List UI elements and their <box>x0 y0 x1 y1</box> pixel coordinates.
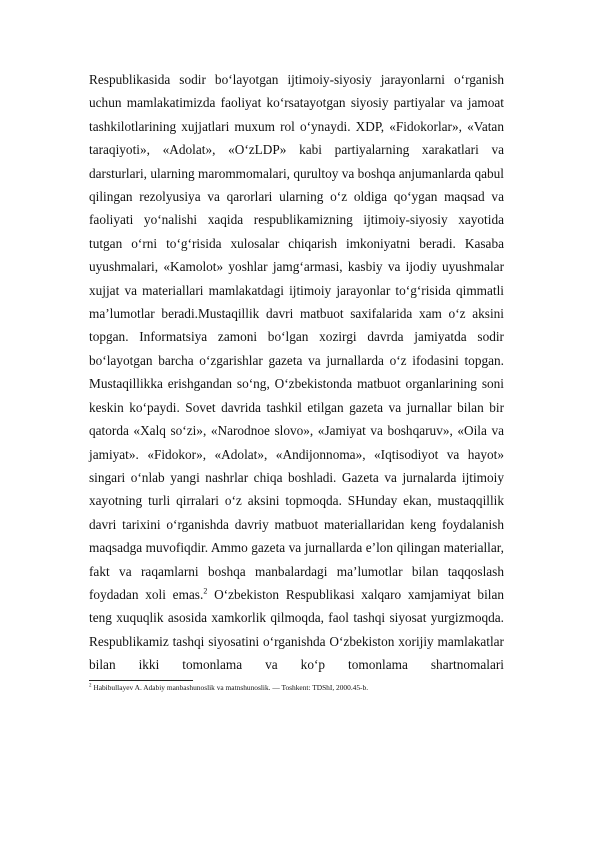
body-text-continued: O‘zbekiston Respublikasi xalqaro xamjamiyat bilan teng xuquqlik asosida xamkorlik qilmoqda, faol tashqi siyosat yurgizmoqda. Respublikamiz tashqi siyosatini o‘rganishda O‘zbekiston xorijiy mamlakatlar bilan ikki tomonlama va ko‘p tomonlama shartnomalari <box>89 586 505 673</box>
footnote <box>89 683 504 693</box>
body-text: Respublikasida sodir bo‘layotgan ijtimoiy-siyosiy jarayonlarni o‘rganish uchun mamlakatimizda faoliyat ko‘rsatayotgan siyosiy partiyalar va jamoat tashkilotlarining xujjatlari muxum rol o‘ynaydi. XDP, «Fidokorlar», «Vatan taraqiyoti», «Adolat», «O‘zLDP» kabi partiyalarning xarakatlari va darsturlari, ularning marommomalari, qurultoy va boshqa anjumanlarda qabul qilingan rezolyusiya va qarorlari ularning o‘z oldiga qo‘ygan maqsad va faoliyati yo‘nalishi xaqida respublikamizning ijtimoiy-siyosiy xayotida tutgan o‘rni to‘g‘risida xulosalar chiqarish imkoniyatni beradi. Kasaba uyushmalari, «Kamolot» yoshlar jamg‘armasi, kasbiy va ijodiy uyushmalar xujjat va materiallari mamlakatdagi ijtimoiy jarayonlar to‘g‘risida qimmatli ma’lumotlar beradi.Mustaqillik davri matbuot saxifalarida xam o‘z aksini topgan. Informatsiya zamoni bo‘lgan xozirgi davrda jamiyatda sodir bo‘layotgan barcha o‘zgarishlar gazeta va jurnallarda o‘z ifodasini topgan. Mustaqillikka erishgandan so‘ng, O‘zbekistonda matbuot organlarining soni keskin ko‘paydi. Sovet davrida tashkil etilgan gazeta va jurnallar bilan bir qatorda «Xalq so‘zi», «Narodnoe slovo», «Jamiyat va boshqaruv», «Oila va jamiyat». «Fidokor», «Adolat», «Andijonnoma», «Iqtisodiyot va hayot» singari o‘nlab yangi nashrlar chiqa boshladi. Gazeta va jurnalarda ijtimoiy xayotning turli qirralari o‘z aksini topmoqda. SHunday ekan, mustaqqillik davri tarixini o‘rganishda davriy matbuot materiallaridan keng foydalanish maqsadga muvofiqdir. Ammo gazeta va jurnallarda e’lon qilingan materiallar, fakt va raqamlarni boshqa manbalardagi ma’lumotlar bilan taqqoslash foydadan xoli emas. <box>89 72 504 602</box>
page-content <box>89 68 504 693</box>
footnote-divider <box>89 680 193 681</box>
footnote-number: 2 <box>89 683 92 689</box>
footnote-text: Habibullayev A. Adabiy manbashunoslik va matnshunoslik. — Toshkent: TDShI, 2000.45-b. <box>93 682 369 692</box>
footnote-reference: 2 <box>203 586 208 596</box>
body-paragraph <box>89 68 504 677</box>
